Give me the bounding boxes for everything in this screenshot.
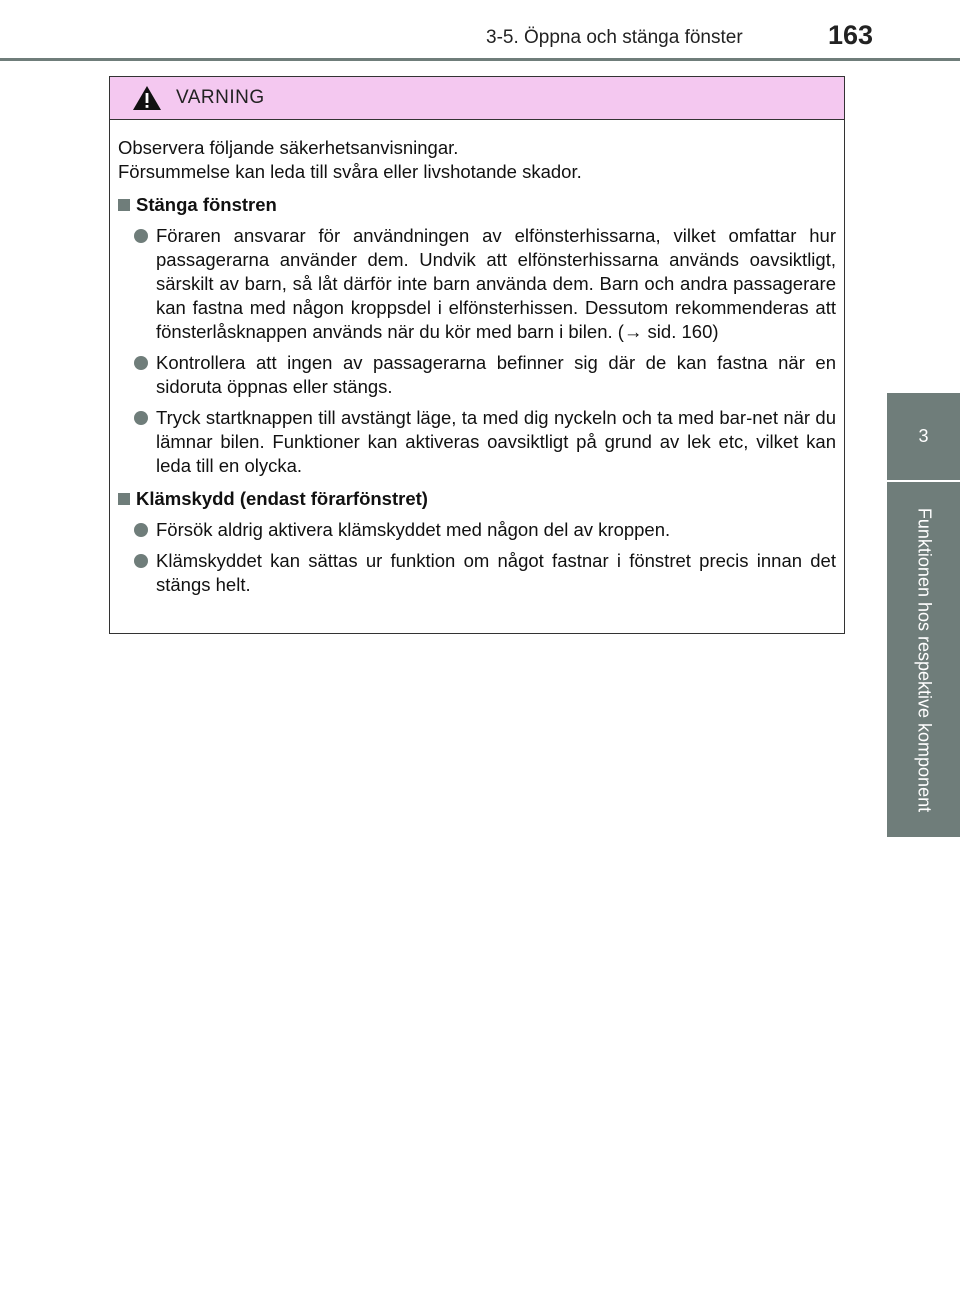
section-title-text: Stänga fönstren	[136, 194, 277, 215]
warning-body	[110, 120, 844, 597]
bullet-text: Klämskyddet kan sättas ur funktion om något fastnar i fönstret precis innan det stängs helt.	[156, 550, 836, 595]
page-number: 163	[828, 20, 874, 50]
square-bullet-icon	[118, 199, 130, 211]
warning-box	[109, 76, 845, 634]
bullet-item	[118, 351, 836, 399]
bullet-text: Föraren ansvarar för användningen av elfönsterhissarna, vilket omfattar hur passagerarna använder dem. Undvik att elfönsterhissarna används oavsiktligt, särskilt av barn, så låt därför inte barn använda dem. Barn och andra passagerare kan fastna med någon kroppsdel i elfönsterhissen. Dessutom rekommenderas att fönsterlåsknappen används när du kör med barn i bilen. (→ sid. 160)	[156, 225, 836, 342]
round-bullet-icon	[134, 411, 148, 425]
bullet-item	[118, 406, 836, 478]
intro-line: Försummelse kan leda till svåra eller livshotande skador.	[118, 161, 582, 182]
round-bullet-icon	[134, 229, 148, 243]
round-bullet-icon	[134, 356, 148, 370]
intro-line: Observera följande säkerhetsanvisningar.	[118, 137, 459, 158]
chapter-tab-label	[887, 482, 960, 837]
warning-title: VARNING	[176, 87, 265, 108]
warning-intro	[118, 136, 836, 184]
section-title-closing-windows	[118, 193, 836, 217]
bullet-text: Kontrollera att ingen av passagerarna befinner sig där de kan fastna när en sidoruta öppnas eller stängs.	[156, 352, 836, 397]
chapter-tab-number: 3	[887, 393, 960, 480]
bullet-text: Tryck startknappen till avstängt läge, ta med dig nyckeln och ta med bar-net när du lämnar bilen. Funktioner kan aktiveras oavsiktligt på grund av lek etc, vilket kan leda till en olycka.	[156, 407, 836, 476]
section-header: 3-5. Öppna och stänga fönster	[486, 27, 743, 48]
round-bullet-icon	[134, 554, 148, 568]
warning-triangle-icon	[132, 85, 162, 111]
bullet-item	[118, 518, 836, 542]
bullet-item	[118, 224, 836, 344]
header-divider	[0, 58, 960, 61]
square-bullet-icon	[118, 493, 130, 505]
bullet-item	[118, 549, 836, 597]
round-bullet-icon	[134, 523, 148, 537]
warning-header	[110, 77, 844, 120]
section-title-jam-protection	[118, 487, 836, 511]
bullet-text: Försök aldrig aktivera klämskyddet med någon del av kroppen.	[156, 519, 671, 540]
section-title-text: Klämskydd (endast förarfönstret)	[136, 488, 428, 509]
chapter-tab-label-text: Funktionen hos respektive komponent	[914, 507, 934, 812]
